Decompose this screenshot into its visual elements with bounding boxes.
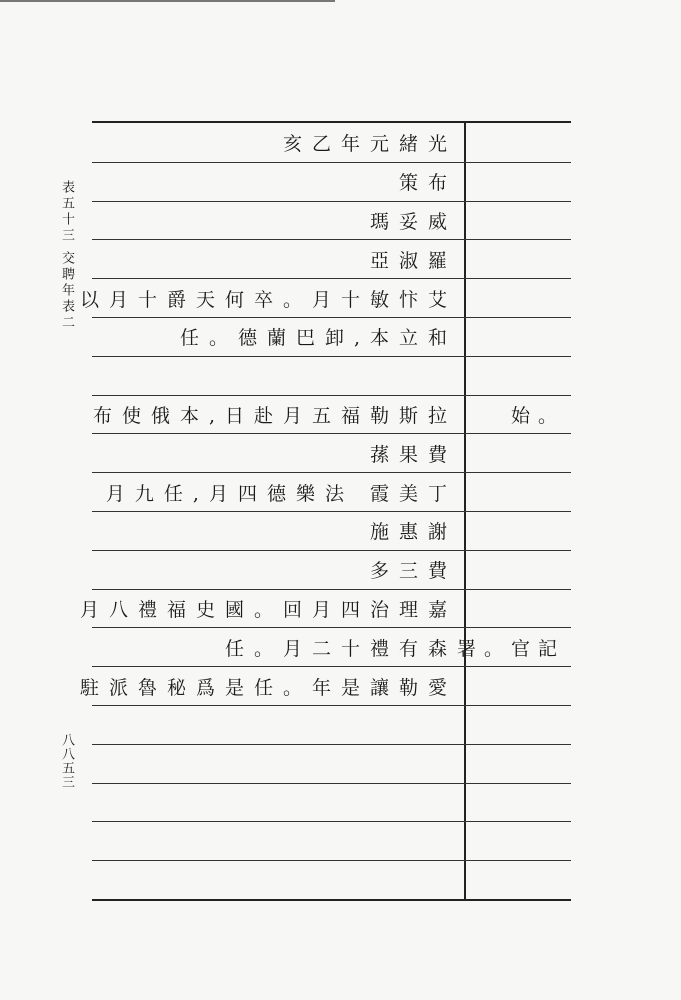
table-row [79,589,571,628]
table-row [92,239,571,278]
row-main-text: 蓀果費 [369,443,457,466]
margin-section-title: 表五十三 交聘年表二 [59,180,74,332]
table-row [92,317,571,356]
chronology-table [79,121,571,901]
table-row [92,395,571,434]
table-row [92,356,571,395]
row-main-text: 亞淑羅 [369,249,457,272]
table-row [92,123,571,162]
row-main-text: 亥乙年元緒光 [282,132,457,155]
table-row [92,821,571,860]
row-main-text: 駐派魯秘爲是任。年是讓勒愛 [79,676,457,699]
row-main-text: 多三費 [369,560,457,583]
row-side-note: 署。官記 [456,637,565,660]
table-row [92,627,571,666]
table-row [92,705,571,744]
row-main-text: 任。月二十禮有森 [224,637,457,660]
table-row [79,666,571,705]
table-row [92,511,571,550]
margin-page-number: 八八五三 [59,733,74,789]
table-row [92,433,571,472]
table-row [92,472,571,511]
row-main-text: 布使俄本,日赴月五福勒斯拉 [92,404,457,427]
row-side-note: 始。 [510,404,565,427]
scan-top-edge [0,0,335,2]
row-main-text: 瑪妥威 [369,210,457,233]
table-row [92,783,571,822]
row-main-text: 任。德蘭巴卸,本立和 [179,327,457,350]
row-main-text: 以月十爵天何卒。月十敏忭艾 [79,288,457,311]
table-row [92,744,571,783]
row-main-text: 策布 [398,172,457,195]
table-row [79,278,571,317]
row-main-text: 月八禮福史國。回月四治理嘉 [79,598,457,621]
row-main-text: 施惠謝 [369,521,457,544]
table-row [92,162,571,201]
table-row [92,201,571,240]
row-main-text: 月九任,月四德樂法 霞美丁 [105,482,457,505]
table-row [92,550,571,589]
table-row [92,860,571,899]
